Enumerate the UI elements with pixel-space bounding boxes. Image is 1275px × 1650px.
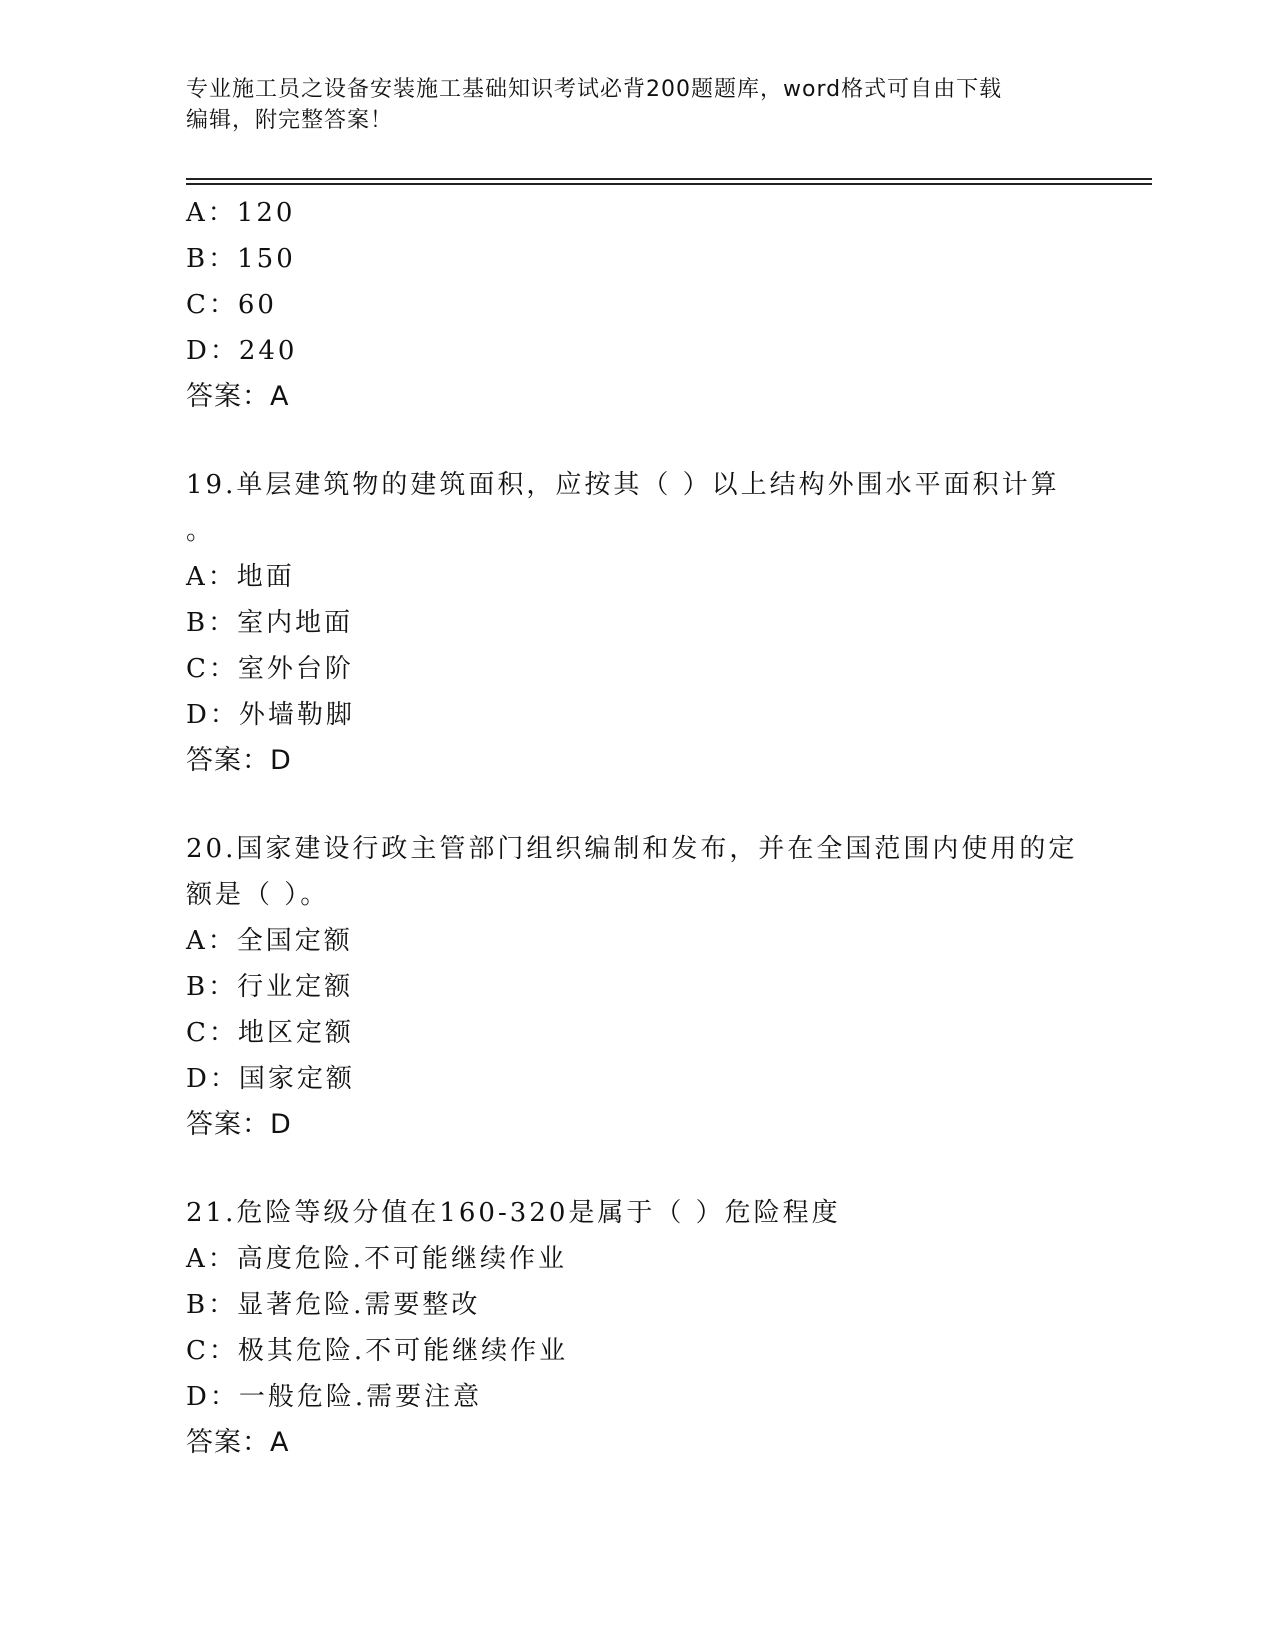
- header-line-1: 专业施工员之设备安装施工基础知识考试必背200题题库，word格式可自由下载: [186, 77, 1003, 102]
- option-c: C：极其危险.不可能继续作业: [186, 1336, 569, 1366]
- question-title: 19.单层建筑物的建筑面积，应按其（ ）以上结构外围水平面积计算: [186, 470, 1060, 500]
- option-b: B：室内地面: [186, 608, 354, 638]
- header-divider-top: [186, 178, 1152, 180]
- question-18: [186, 190, 1086, 420]
- option-a: A：地面: [186, 562, 295, 592]
- option-d: D：外墙勒脚: [186, 700, 355, 730]
- option-a: A：高度危险.不可能继续作业: [186, 1244, 568, 1274]
- question-21: [186, 1190, 1086, 1466]
- option-b: B：显著危险.需要整改: [186, 1290, 481, 1320]
- question-20: [186, 826, 1086, 1148]
- question-title: 21.危险等级分值在160-320是属于（ ）危险程度: [186, 1198, 841, 1228]
- question-content: [186, 190, 1086, 1466]
- header-line-2: 编辑，附完整答案！: [186, 108, 394, 133]
- option-c: C：室外台阶: [186, 654, 354, 684]
- header-divider-bottom: [186, 183, 1152, 185]
- question-title-continuation: 额是（ ）。: [186, 880, 330, 910]
- question-title-continuation: 。: [186, 516, 216, 546]
- option-b: B：行业定额: [186, 972, 354, 1002]
- option-a: A：120: [186, 198, 296, 228]
- option-b: B：150: [186, 244, 296, 274]
- option-c: C：60: [186, 290, 277, 320]
- option-c: C：地区定额: [186, 1018, 354, 1048]
- option-a: A：全国定额: [186, 926, 353, 956]
- answer-line: 答案：D: [186, 1109, 292, 1140]
- option-d: D：国家定额: [186, 1064, 355, 1094]
- answer-line: 答案：D: [186, 745, 292, 776]
- question-19: [186, 462, 1086, 784]
- option-d: D：一般危险.需要注意: [186, 1382, 483, 1412]
- document-header: [186, 74, 1086, 136]
- answer-line: 答案：A: [186, 1427, 290, 1458]
- question-title: 20.国家建设行政主管部门组织编制和发布，并在全国范围内使用的定: [186, 834, 1078, 864]
- option-d: D：240: [186, 336, 298, 366]
- answer-line: 答案：A: [186, 381, 290, 412]
